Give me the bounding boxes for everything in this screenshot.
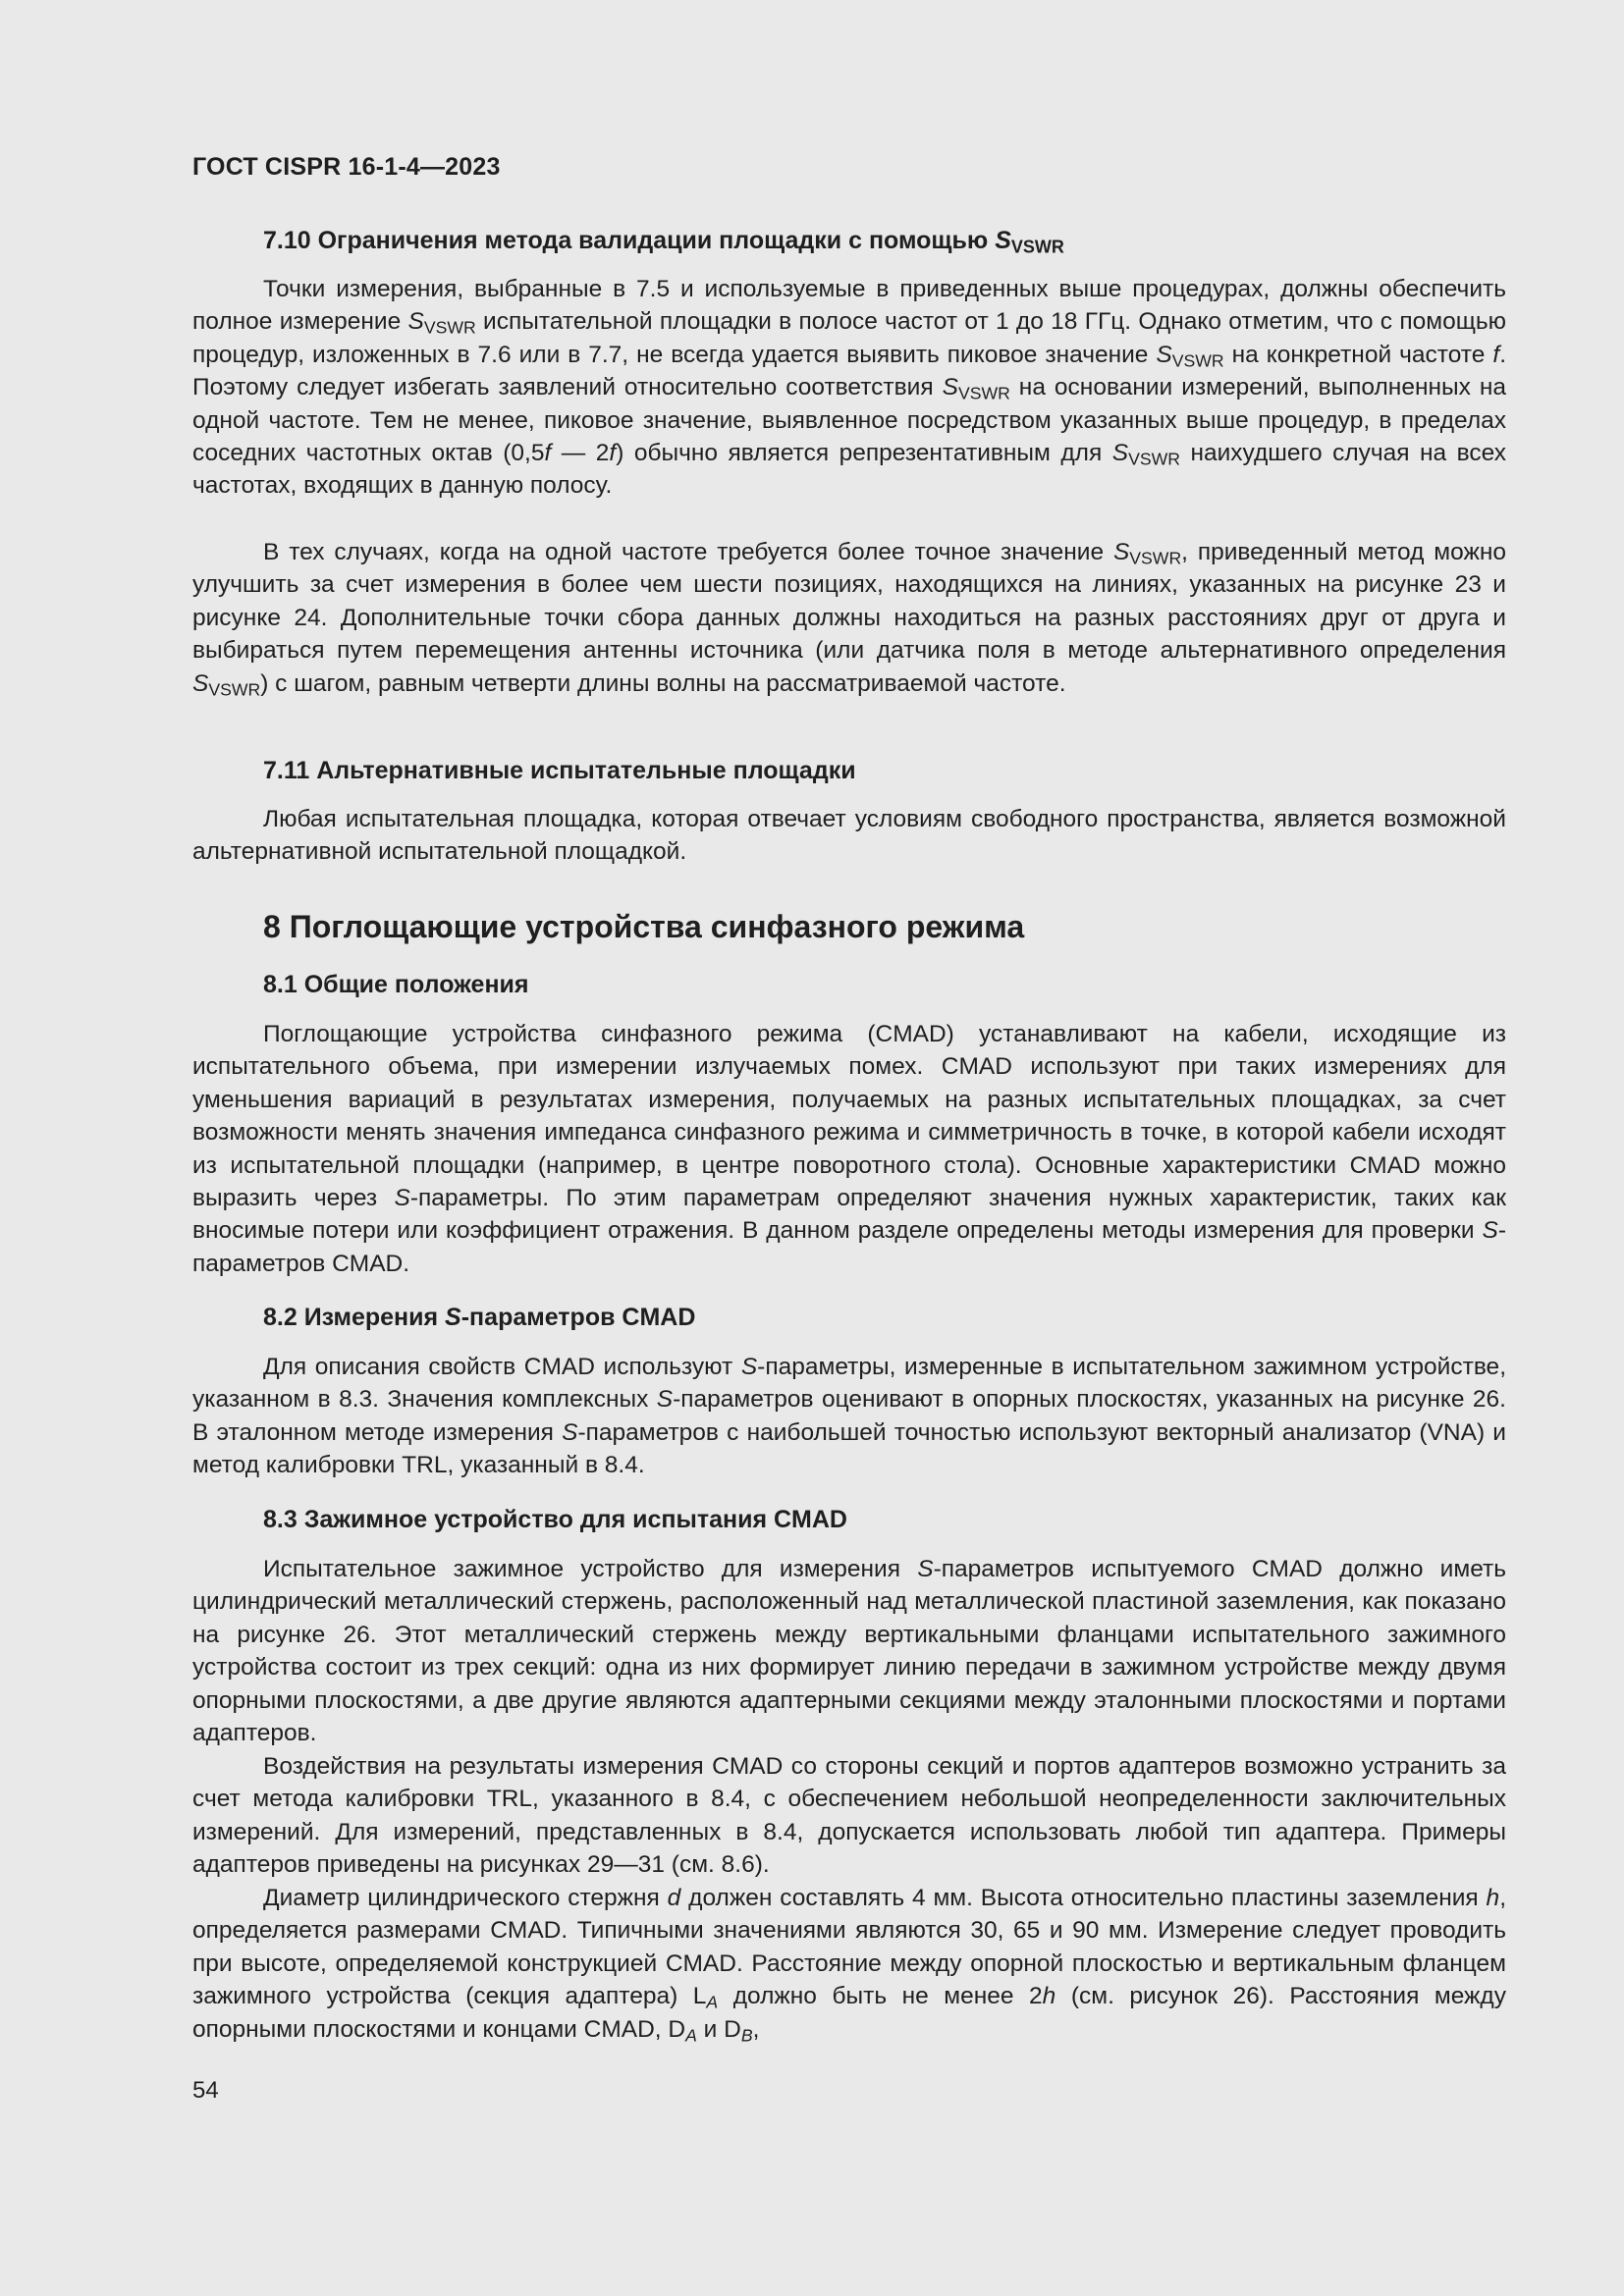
paragraph-8-1-1: Поглощающие устройства синфазного режима (CMAD) устанавливают на кабели, исходящие из испытательного объема, при измерении излучаемых помех. CMAD используют при таких измерениях для уменьшения вариаций в результатах измерения, получаемых на разных испытательных площадках, за счет возможности менять значения импеданса синфазного режима и симметричность в точке, в которой кабели исходят из испытательной площадки (например, в центре поворотного стола). Основные характеристики CMAD можно выразить через S-параметры. По этим параметрам определяют значения нужных характеристик, таких как вносимые потери или коэффициент отражения. В данном разделе определены методы измерения для проверки S-параметров CMAD. [192, 1021, 1506, 1277]
document-header: ГОСТ CISPR 16-1-4—2023 [192, 153, 501, 181]
paragraph-7-11-1: Любая испытательная площадка, которая отвечает условиям свободного пространства, является возможной альтернативной испытательной площадкой. [192, 806, 1506, 866]
heading-8-3: 8.3 Зажимное устройство для испытания CMAD [263, 1506, 847, 1533]
paragraph-7-10-2: В тех случаях, когда на одной частоте требуется более точное значение $S_{VSWR}$, приведенный метод можно улучшить за счет измерения в более чем шести позициях, находящихся на линиях, указанных на рисунке 23 и рисунке 24. Дополнительные точки сбора данных должны находиться на разных расстояниях друг от друга и выбираться путем перемещения антенны источника (или датчика поля в методе альтернативного определения $S_{VSWR}$) с шагом, равным четверти длины волны на рассматриваемой частоте. [192, 539, 1506, 700]
heading-8: 8 Поглощающие устройства синфазного режима [263, 909, 1025, 944]
heading-7-11: 7.11 Альтернативные испытательные площадки [263, 757, 856, 784]
paragraph-8-2-1: Для описания свойств CMAD используют S-параметры, измеренные в испытательном зажимном устройстве, указанном в 8.3. Значения комплексных S-параметров оценивают в опорных плоскостях, указанных на рисунке 26. В эталонном методе измерения S-параметров с наибольшей точностью используют векторный анализатор (VNA) и метод калибровки TRL, указанный в 8.4. [192, 1354, 1506, 1479]
page-number: 54 [192, 2077, 219, 2104]
heading-8-2: 8.2 Измерения S-параметров CMAD [263, 1304, 696, 1331]
paragraph-7-10-1: Точки измерения, выбранные в 7.5 и используемые в приведенных выше процедурах, должны обеспечить полное измерение $S_{VSWR}$ испытательной площадки в полосе частот от 1 до 18 ГГц. Однако отметим, что с помощью процедур, изложенных в 7.6 или в 7.7, не всегда удается выявить пиковое значение $S_{VSWR}$ на конкретной частоте f. Поэтому следует избегать заявлений относительно соответствия $S_{VSWR}$ на основании измерений, выполненных на одной частоте. Тем не менее, пиковое значение, выявленное посредством указанных выше процедур, в пределах соседних частотных октав (0,5f — 2f) обычно является репрезентативным для $S_{VSWR}$ наихудшего случая на всех частотах, входящих в данную полосу. [192, 276, 1506, 500]
heading-8-1: 8.1 Общие положения [263, 971, 529, 998]
paragraph-8-3-3: Диаметр цилиндрического стержня d должен составлять 4 мм. Высота относительно пластины заземления h, определяется размерами CMAD. Типичными значениями являются 30, 65 и 90 мм. Измерение следует проводить при высоте, определяемой конструкцией CMAD. Расстояние между опорной плоскостью и вертикальным фланцем зажимного устройства (секция адаптера) $L_A$ должно быть не менее 2h (см. рисунок 26). Расстояния между опорными плоскостями и концами CMAD, $D_A$ и $D_B$, [192, 1885, 1506, 2046]
paragraph-8-3-1: Испытательное зажимное устройство для измерения S-параметров испытуемого CMAD должно иметь цилиндрический металлический стержень, расположенный над металлической пластиной заземления, как показано на рисунке 26. Этот металлический стержень между вертикальными фланцами испытательного зажимного устройства состоит из трех секций: одна из них формирует линию передачи в зажимном устройстве между двумя опорными плоскостями, а две другие являются адаптерными секциями между эталонными плоскостями и портами адаптеров. [192, 1556, 1506, 1747]
heading-7-10: 7.10 Ограничения метода валидации площадки с помощью $S_{VSWR}$ [263, 227, 1064, 257]
paragraph-8-3-2: Воздействия на результаты измерения CMAD со стороны секций и портов адаптеров возможно устранить за счет метода калибровки TRL, указанного в 8.4, с обеспечением небольшой неопределенности заключительных измерений. Для измерений, представленных в 8.4, допускается использовать любой тип адаптера. Примеры адаптеров приведены на рисунках 29—31 (см. 8.6). [192, 1753, 1506, 1879]
